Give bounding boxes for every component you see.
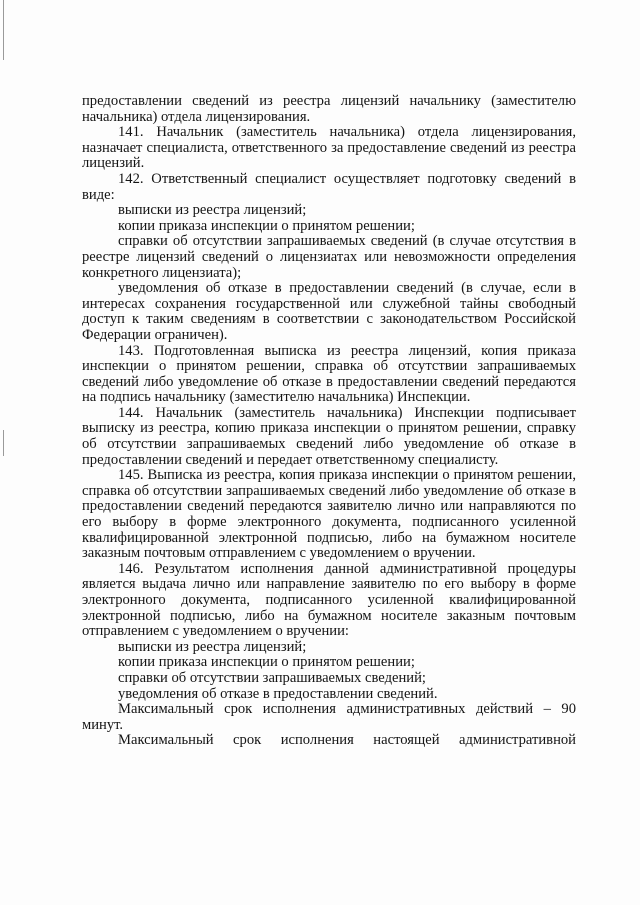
list-item-order-copy: копии приказа инспекции о принятом решении; — [118, 217, 415, 234]
paragraph-141: 141. Начальник (заместитель начальника) отдела лицензирования, назначает специалиста, ответственного за предоставление сведений из реестра лицензий. — [82, 124, 576, 172]
paragraph-continuation: предоставлении сведений из реестра лицензий начальнику (заместителю начальника) отдела лицензирования. — [82, 93, 576, 125]
paragraph-142: 142. Ответственный специалист осуществляет подготовку сведений в виде: — [82, 170, 576, 203]
scan-edge-mark — [3, 0, 4, 60]
list-item-order-copy: копии приказа инспекции о принятом решении; — [118, 654, 415, 671]
paragraph-max-term-actions: Максимальный срок исполнения административных действий – 90 минут. — [82, 701, 576, 733]
list-item-extract: выписки из реестра лицензий; — [118, 202, 307, 219]
document-body — [82, 94, 576, 749]
list-item-absence-certificate: справки об отсутствии запрашиваемых сведений; — [118, 669, 426, 686]
list-item-refusal-notice: уведомления об отказе в предоставлении сведений. — [118, 685, 438, 702]
paragraph-146: 146. Результатом исполнения данной административной процедуры является выдача лично или направление заявителю по его выбору в форме электронного документа, подписанного усиленной квалифицированной электронной подписью, либо на бумажном носителе заказным почтовым отправлением с уведомлением о вручении: — [82, 560, 576, 640]
paragraph-144: 144. Начальник (заместитель начальника) Инспекции подписывает выписку из реестра, копию приказа инспекции о принятом решении, справку об отсутствии запрашиваемых сведений либо уведомление об отказе в предоставлении сведений и передает ответственному специалисту. — [82, 404, 576, 468]
paragraph-145: 145. Выписка из реестра, копия приказа инспекции о принятом решении, справка об отсутствии запрашиваемых сведений либо уведомление об отказе в предоставлении сведений передаются заявителю лично или направляются по его выбору в форме электронного документа, подписанного усиленной квалифицированной электронной подписью, либо на бумажном носителе заказным почтовым отправлением с уведомлением о вручении. — [82, 467, 576, 562]
scan-edge-mark — [3, 430, 4, 456]
list-item-extract: выписки из реестра лицензий; — [118, 638, 307, 655]
list-item-refusal-notice: уведомления об отказе в предоставлении сведений (в случае, если в интересах сохранения государственной или служебной тайны свободный доступ к таким сведениям в соответствии с законодательством Российской Федерации ограничен). — [82, 280, 576, 343]
paragraph-max-term-procedure: Максимальный срок исполнения настоящей административной — [118, 732, 576, 749]
paragraph-143: 143. Подготовленная выписка из реестра лицензий, копия приказа инспекции о принятом решении, справка об отсутствии запрашиваемых сведений либо уведомление об отказе в предоставлении сведений передаются на подпись начальнику (заместителю начальника) Инспекции. — [82, 342, 576, 406]
list-item-absence-certificate: справки об отсутствии запрашиваемых сведений (в случае отсутствия в реестре лицензий сведений о лицензиатах или невозможности определения конкретного лицензиата); — [82, 233, 576, 281]
